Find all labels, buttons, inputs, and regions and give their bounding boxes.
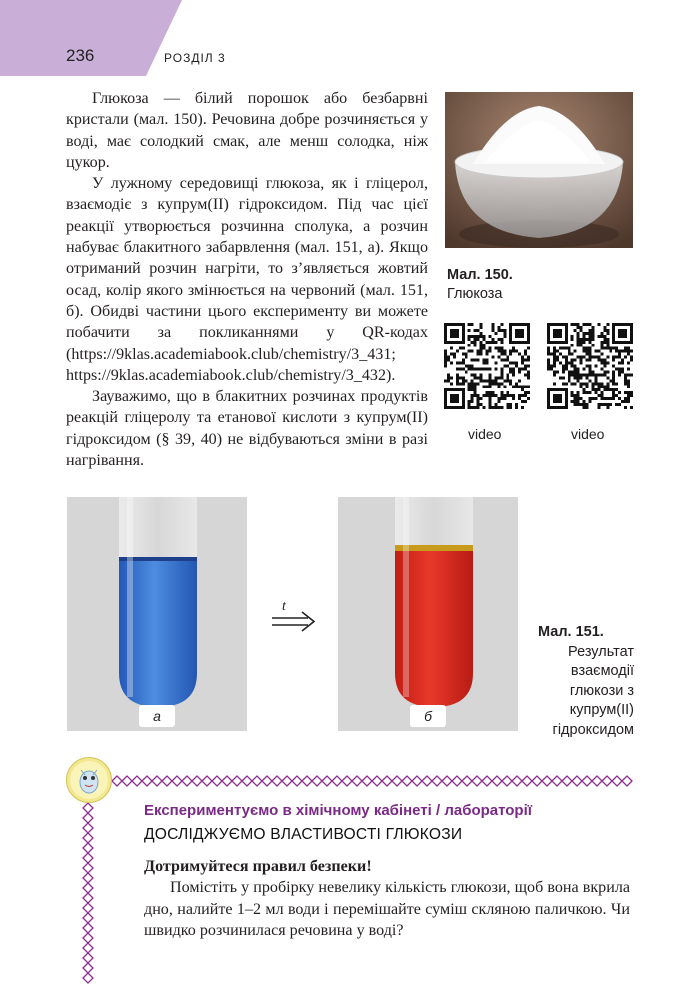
- video-label-1: video: [468, 426, 502, 442]
- paragraph: Зауважимо, що в блакитних розчинах продуктів реакцій гліцеролу та етанової кислоти з купрум(ІІ) гідроксидом (§ 39, 40) не відбуваються зміни в разі нагрівання.: [66, 388, 428, 470]
- figure-150-text: Глюкоза: [447, 286, 503, 302]
- red-tube-photo: [338, 497, 518, 731]
- lab-section-title: Експериментуємо в хімічному кабінеті / лабораторії: [144, 802, 532, 819]
- lab-text: [144, 856, 630, 942]
- figure-151-label: Мал. 151.: [538, 624, 604, 640]
- arrow-label: t: [282, 599, 286, 614]
- heating-arrow: [268, 598, 318, 632]
- qr-code-1[interactable]: [444, 323, 530, 409]
- figure-label-b: б: [410, 705, 446, 727]
- safety-warning: Дотримуйтеся правил безпеки!: [144, 858, 372, 875]
- lab-mascot-icon: [66, 757, 112, 803]
- figure-150-label: Мал. 150.: [447, 267, 513, 283]
- video-label-2: video: [571, 426, 605, 442]
- figure-150-caption: [447, 266, 627, 304]
- blue-tube-photo: [67, 497, 247, 731]
- section-label: РОЗДІЛ 3: [164, 51, 226, 65]
- paragraph: Глюкоза — білий порошок або безбарвні кристали (мал. 150). Речовина добре розчиняється у воді, має солодкий смак, але менш солодка, ніж цукор.: [66, 90, 428, 171]
- lab-instructions: Помістіть у пробірку невелику кількість глюкози, щоб вона вкрила дно, налийте 1–2 мл води і перемішайте суміш скляною паличкою. Чи швидко розчинилася речовина у воді?: [144, 879, 630, 940]
- qr-code-2[interactable]: [547, 323, 633, 409]
- figure-label-a: а: [139, 705, 175, 727]
- page-number: 236: [66, 46, 95, 65]
- figure-151-caption: [538, 623, 634, 740]
- main-text: [66, 88, 428, 471]
- glucose-photo: [445, 92, 633, 248]
- figure-151-text: Результат взаємодії глюкози з купрум(ІІ) гідроксидом: [552, 643, 634, 738]
- paragraph: У лужному середовищі глюкоза, як і гліцерол, взаємодіє з купрум(ІІ) гідроксидом. Під час цієї реакції утворюється розчинна сполука, а розчин набуває блакитного забарвлення (мал. 151, а). Якщо отриманий розчин нагріти, то з’являється жовтий осад, колір якого змінюється на червоний (мал. 151, б). Обидві частини цього експерименту ви можете побачити за покликаннями у QR-кодах (https://9klas.academiabook.club/chemistry/3_431; https://9klas.academiabook.club/chemistry/3_432).: [66, 175, 428, 384]
- lab-heading: ДОСЛІДЖУЄМО ВЛАСТИВОСТІ ГЛЮКОЗИ: [144, 826, 463, 843]
